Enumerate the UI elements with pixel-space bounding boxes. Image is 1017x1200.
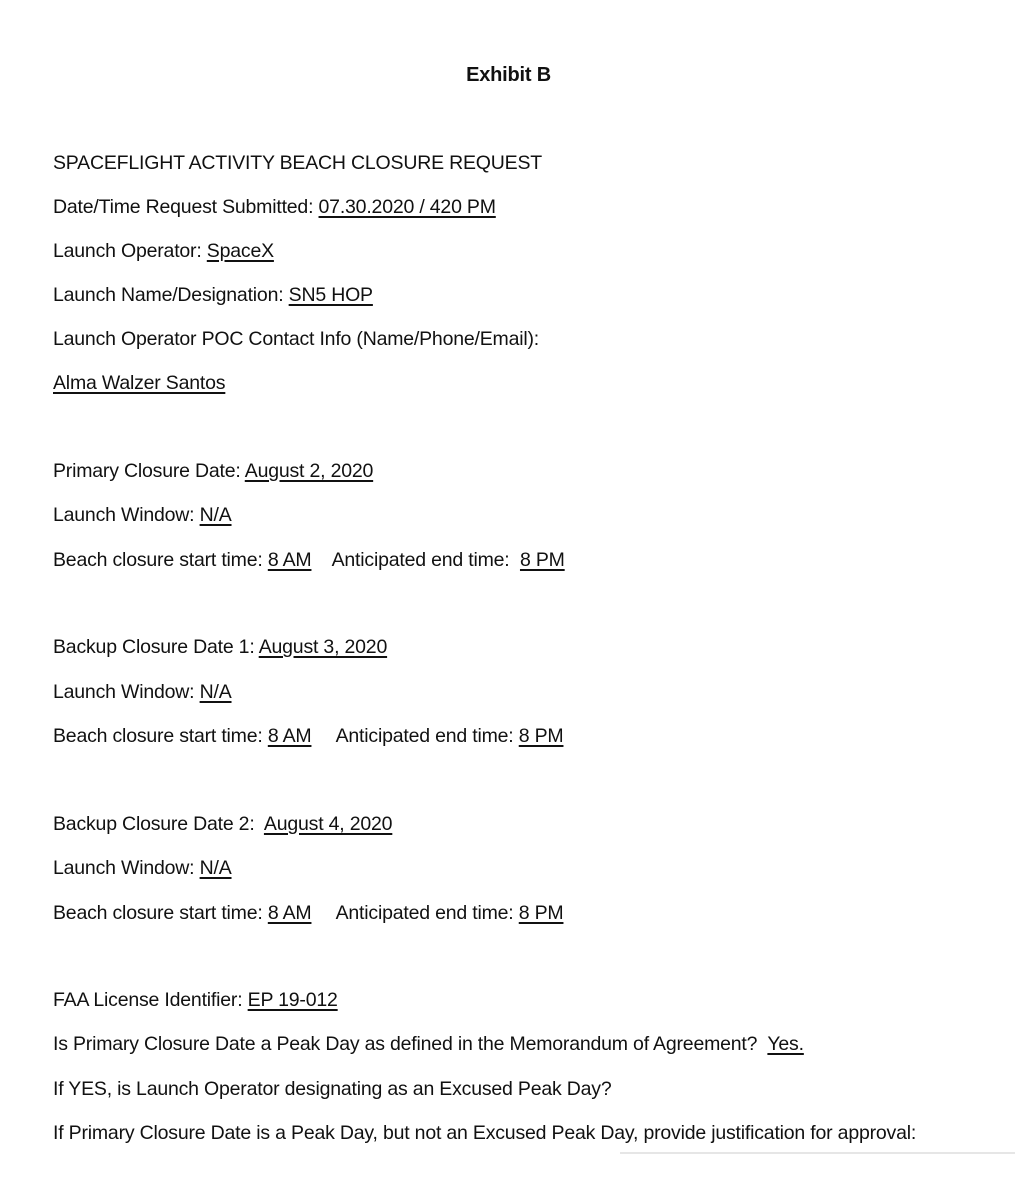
submitted-row — [53, 195, 496, 219]
backup2-date-row — [53, 812, 392, 836]
backup1-date-value: August 3, 2020 — [258, 636, 388, 658]
form-title: SPACEFLIGHT ACTIVITY BEACH CLOSURE REQUEST — [53, 152, 542, 174]
backup2-window-row — [53, 856, 232, 880]
primary-date-label: Primary Closure Date: — [53, 460, 241, 482]
peak-day-question: Is Primary Closure Date a Peak Day as defined in the Memorandum of Agreement? — [53, 1033, 758, 1055]
poc-value-row — [53, 371, 225, 395]
backup2-end-label: Anticipated end time: — [335, 902, 514, 924]
backup1-date-label: Backup Closure Date 1: — [53, 636, 255, 658]
backup2-start-value: 8 AM — [267, 902, 312, 924]
primary-window-value: N/A — [199, 504, 232, 526]
primary-start-value: 8 AM — [267, 549, 312, 571]
backup1-window-row — [53, 680, 232, 704]
backup1-start-value: 8 AM — [267, 725, 312, 747]
operator-row — [53, 239, 274, 263]
backup2-window-value: N/A — [199, 857, 232, 879]
submitted-label: Date/Time Request Submitted: — [53, 196, 314, 218]
primary-start-label: Beach closure start time: — [53, 549, 263, 571]
backup2-date-label: Backup Closure Date 2: — [53, 813, 255, 835]
poc-value: Alma Walzer Santos — [53, 372, 226, 394]
backup1-end-label: Anticipated end time: — [335, 725, 514, 747]
backup1-start-label: Beach closure start time: — [53, 725, 263, 747]
backup1-end-value: 8 PM — [518, 725, 564, 747]
backup1-date-row — [53, 635, 387, 659]
launch-name-row — [53, 283, 373, 307]
excused-question: If YES, is Launch Operator designating as an Excused Peak Day? — [53, 1078, 612, 1100]
operator-value: SpaceX — [206, 240, 274, 262]
operator-label: Launch Operator: — [53, 240, 202, 262]
primary-end-value: 8 PM — [519, 549, 565, 571]
submitted-value: 07.30.2020 / 420 PM — [318, 196, 496, 218]
justification-question: If Primary Closure Date is a Peak Day, but not an Excused Peak Day, provide justification for approval: — [53, 1122, 917, 1144]
primary-date-row — [53, 459, 373, 483]
faa-label: FAA License Identifier: — [53, 989, 243, 1011]
peak-day-answer: Yes. — [767, 1033, 804, 1055]
primary-times-row — [53, 548, 565, 572]
backup1-window-value: N/A — [199, 681, 232, 703]
faa-value: EP 19-012 — [247, 989, 338, 1011]
primary-date-value: August 2, 2020 — [244, 460, 374, 482]
backup2-end-value: 8 PM — [518, 902, 564, 924]
exhibit-title: Exhibit B — [466, 64, 551, 86]
backup1-window-label: Launch Window: — [53, 681, 195, 703]
backup2-window-label: Launch Window: — [53, 857, 195, 879]
backup2-start-label: Beach closure start time: — [53, 902, 263, 924]
primary-window-label: Launch Window: — [53, 504, 195, 526]
primary-end-label: Anticipated end time: — [331, 549, 510, 571]
primary-window-row — [53, 503, 232, 527]
scan-artifact-line — [620, 1152, 1015, 1154]
poc-label: Launch Operator POC Contact Info (Name/Phone/Email): — [53, 328, 540, 350]
faa-row — [53, 988, 338, 1012]
peak-day-row — [53, 1032, 804, 1056]
backup1-times-row — [53, 724, 563, 748]
backup2-date-value: August 4, 2020 — [263, 813, 393, 835]
launch-name-label: Launch Name/Designation: — [53, 284, 284, 306]
backup2-times-row — [53, 901, 563, 925]
launch-name-value: SN5 HOP — [288, 284, 373, 306]
